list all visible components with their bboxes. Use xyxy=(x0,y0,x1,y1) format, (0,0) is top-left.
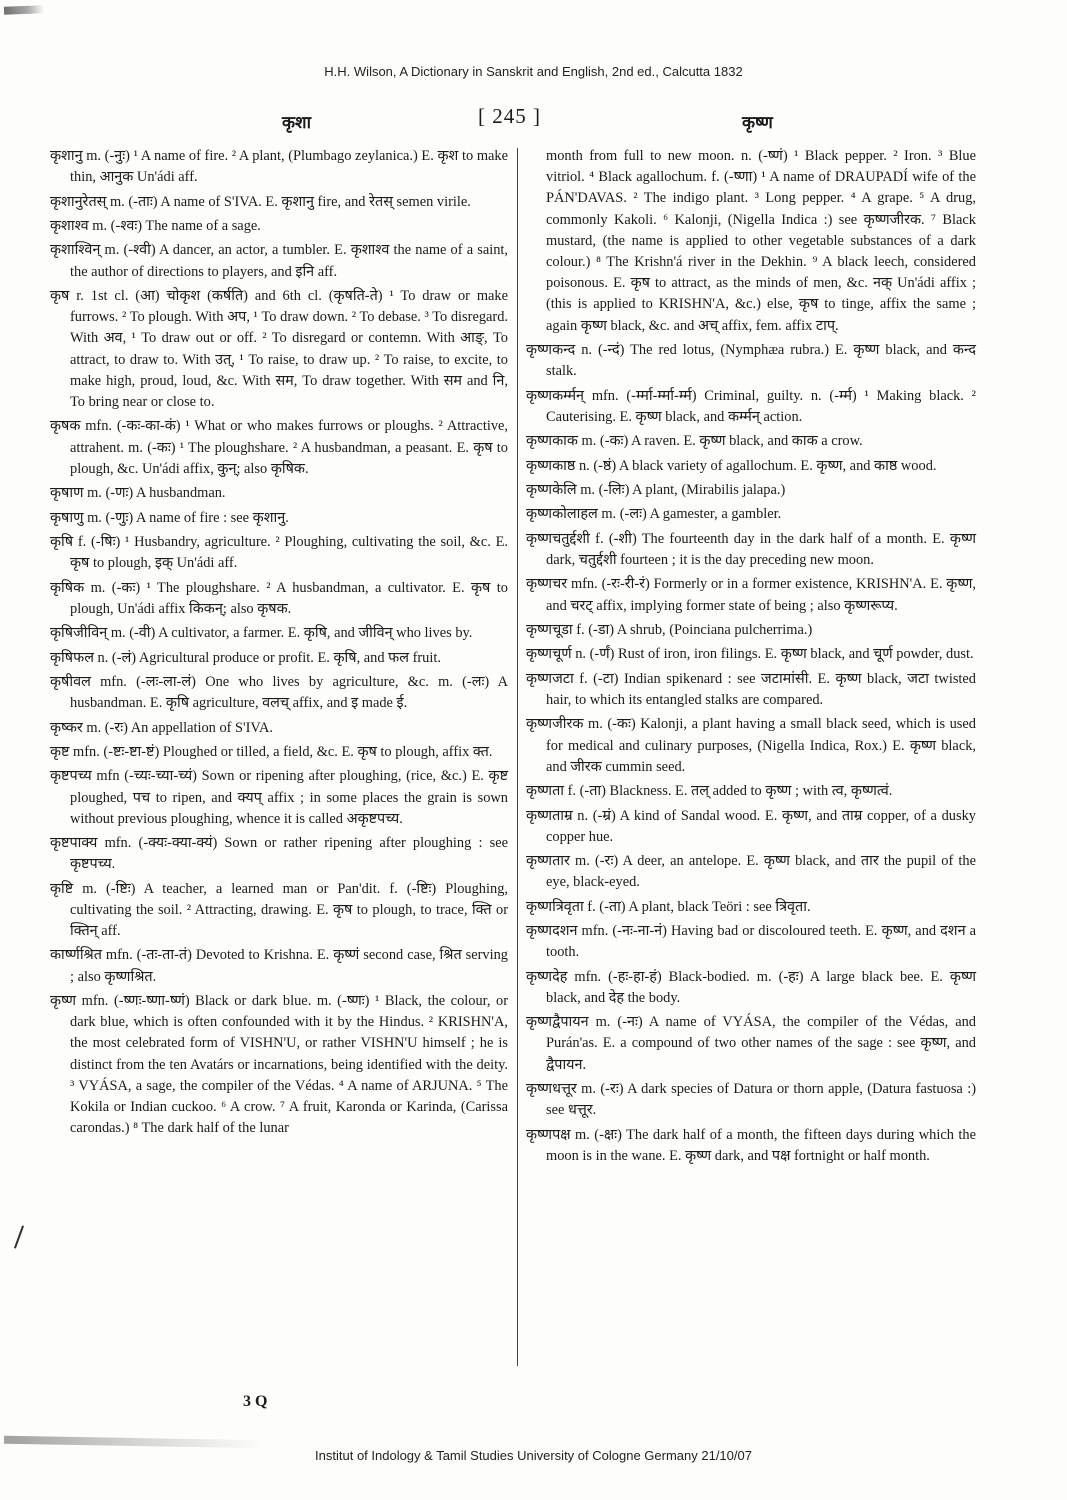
dictionary-entry: कृष्टि m. (-ष्टिः) A teacher, a learned man or Pan'dit. f. (-ष्टिः) Ploughing, cultivating the soil. ² Attracting, drawing. E. कृष to plough, to trace, क्ति or क्तिन् aff. xyxy=(50,880,508,940)
dictionary-entry-continued: month from full to new moon. n. (-ष्णं) ¹ Black pepper. ² Iron. ³ Blue vitriol. ⁴ Black agallochum. f. (-ष्णा) ¹ A name of DRAUPADÍ wife of the PÁN'DAVAS. ² The indigo plant. ³ Long pepper. ⁴ A grape. ⁵ A drug, commonly Kakoli. ⁶ Kalonji, (Nigella Indica :) see कृष्णजीरक. ⁷ Black mustard, (the name is applied to other vegetable substances of a dark colour.) ⁸ The Krishn'á river in the Dekhin. ⁹ A black leech, considered poisonous. E. कृष to attract, as the minds of men, &c. नक् Un'ádi affix ; (this is applied to KRISHN'A, &c.) else, कृष to tinge, affix the same ; again कृष्ण black, &c. and अच् affix, fem. affix टाप्. xyxy=(546,148,976,334)
dictionary-entry: कृषाणु m. (-णुः) A name of fire : see कृशानु. xyxy=(50,509,289,526)
scan-streak xyxy=(4,1436,264,1449)
dictionary-entry: कृषिजीविन् m. (-वी) A cultivator, a farmer. E. कृषि, and जीविन् who lives by. xyxy=(50,625,473,642)
dictionary-entry: कृष्णचूडा f. (-डा) A shrub, (Poinciana pulcherrima.) xyxy=(526,621,813,638)
dictionary-entry: कृष्णद्वैपायन m. (-नः) A name of VYÁSA, the compiler of the Védas, and Purán'as. E. a compound of two other names of the sage : see कृष्ण, and द्वैपायन. xyxy=(526,1014,976,1073)
dictionary-entry: कृष्णकर्म्मन् mfn. (-र्म्मा-र्म्मा-र्म्म) Criminal, guilty. n. (-र्म्म) ¹ Making black. ² Cauterising. E. कृष्ण black, and कर्म्मन् action. xyxy=(526,387,976,425)
dictionary-entry: कृष्णचूर्ण n. (-र्णं) Rust of iron, iron filings. E. कृष्ण black, and चूर्ण powder, dust. xyxy=(526,646,974,663)
dictionary-entry: कृषीवल mfn. (-लः-ला-लं) One who lives by agriculture, &c. m. (-लः) A husbandman. E. कृषि agriculture, वलच् affix, and इ made ई. xyxy=(50,673,508,712)
dictionary-entry: कृष्णकेलि m. (-लिः) A plant, (Mirabilis jalapa.) xyxy=(526,481,786,498)
dictionary-entry: कृष्णजटा f. (-टा) Indian spikenard : see जटामांसी. E. कृष्ण black, जटा twisted hair, to which its entangled stalks are compared. xyxy=(526,670,976,708)
dictionary-entry: कृष्णकाक m. (-कः) A raven. E. कृष्ण black, and काक a crow. xyxy=(526,433,863,450)
left-column xyxy=(50,146,508,1143)
dictionary-entry: कृष r. 1st cl. (आ) चोकृश (कर्षति) and 6th cl. (कृषति-ते) ¹ To draw or make furrows. ² To plough. With अप, ¹ To draw down. ² To debase. ³ To disregard. With अव, ¹ To draw out or off. ² To disregard or contemn. With आङ्, To attract, to draw to. With उत्, ¹ To raise, to draw up. ² To raise, to excite, to make high, proud, loud, &c. With सम, To draw together. With सम and नि, To bring near or close to. xyxy=(50,287,508,410)
dictionary-entry: कृष्णकन्द n. (-न्दं) The red lotus, (Nymphæa rubra.) E. कृष्ण black, and कन्द stalk. xyxy=(526,342,976,380)
dictionary-entry: कृशानु m. (-नुः) ¹ A name of fire. ² A plant, (Plumbago zeylanica.) E. कृश to make thin, आनुक Un'ádi aff. xyxy=(50,148,508,186)
dictionary-entry: कृषाण m. (-णः) A husbandman. xyxy=(50,485,226,502)
dictionary-entry: कृषिफल n. (-लं) Agricultural produce or profit. E. कृषि, and फल fruit. xyxy=(50,649,441,666)
dictionary-entry: कृशाश्व m. (-श्वः) The name of a sage. xyxy=(50,217,261,234)
page-number: [ 245 ] xyxy=(478,104,541,128)
dictionary-entry: कृष्टपच्य mfn (-च्यः-च्या-च्यं) Sown or ripening after ploughing, (rice, &c.) E. कृष्ट ploughed, पच to ripen, and क्यप् affix ; in some places the grain is sown without previous ploughing, whence it is called अकृष्टपच्य. xyxy=(50,768,508,827)
column-divider xyxy=(517,148,518,1366)
dictionary-entry: कृष्णताम्र n. (-म्रं) A kind of Sandal wood. E. कृष्ण, and ताम्र copper, of a dusky copper hue. xyxy=(526,807,976,845)
dictionary-entry: कृष्णचतुर्द्दशी f. (-शी) The fourteenth day in the dark half of a month. E. कृष्ण dark, चतुर्द्दशी fourteen ; it is the day preceding new moon. xyxy=(526,530,976,568)
dictionary-entry: कृष्णदेह mfn. (-हः-हा-हं) Black-bodied. m. (-हः) A large black bee. E. कृष्ण black, and देह the body. xyxy=(526,968,976,1006)
dictionary-entry: कृष्णकाष्ठ n. (-ष्ठं) A black variety of agallochum. E. कृष्ण, and काष्ठ wood. xyxy=(526,457,937,474)
source-header: H.H. Wilson, A Dictionary in Sanskrit and English, 2nd ed., Calcutta 1832 xyxy=(324,64,743,79)
dictionary-entry: कृष्णपक्ष m. (-क्षः) The dark half of a month, the fifteen days during which the moon is in the wane. E. कृष्ण dark, and पक्ष fortnight or half month. xyxy=(526,1126,976,1164)
dictionary-entry: कृशानुरेतस् m. (-ताः) A name of S'IVA. E. कृशानु fire, and रेतस् semen virile. xyxy=(50,193,471,210)
margin-pencil-mark xyxy=(14,1225,24,1248)
dictionary-entry: कृषक mfn. (-कः-का-कं) ¹ What or who makes furrows or ploughs. ² Attractive, attrahent. m. (-कः) ¹ The ploughshare. ² A husbandman, a peasant. E. कृष to plough, &c. Un'ádi affix, कुन्; also कृषिक. xyxy=(50,418,508,477)
dictionary-entry: कृष्ट mfn. (-ष्टः-ष्टा-ष्टं) Ploughed or tilled, a field, &c. E. कृष to plough, affix क्त. xyxy=(50,743,493,760)
dictionary-entry: कृष्णता f. (-ता) Blackness. E. तल् added to कृष्ण ; with त्व, कृष्णत्वं. xyxy=(526,783,893,800)
dictionary-entry: कृषि f. (-षिः) ¹ Husbandry, agriculture. ² Ploughing, cultivating the soil, &c. E. कृष to plough, इक् Un'ádi aff. xyxy=(50,533,508,572)
dictionary-entry: कार्ष्णश्रित mfn. (-तः-ता-तं) Devoted to Krishna. E. कृष्णं second case, श्रित serving ; also कृष्णश्रित. xyxy=(50,947,508,985)
running-head-left: कृशा xyxy=(282,113,312,132)
signature-mark: 3 Q xyxy=(243,1393,268,1410)
scan-corner-mark xyxy=(4,5,44,14)
dictionary-entry: कृष्णतार m. (-रः) A deer, an antelope. E. कृष्ण black, and तार the pupil of the eye, black-eyed. xyxy=(526,853,976,891)
dictionary-entry: कृष्कर m. (-रः) An appellation of S'IVA. xyxy=(50,719,273,736)
dictionary-entry: कृशाश्विन् m. (-श्वी) A dancer, an actor, a tumbler. E. कृशाश्व the name of a saint, the author of directions to players, and इनि aff. xyxy=(50,242,508,280)
dictionary-entry: कृष्णधत्तूर m. (-रः) A dark species of Datura or thorn apple, (Datura fastuosa :) see धत्तूर. xyxy=(526,1081,976,1119)
dictionary-entry: कृष्णजीरक m. (-कः) Kalonji, a plant having a small black seed, which is used for medical and culinary purposes, (Nigella Indica, Rox.) E. कृष्ण black, and जीरक cummin seed. xyxy=(526,716,976,775)
dictionary-entry: कृष्णकोलाहल m. (-लः) A gamester, a gambler. xyxy=(526,506,782,523)
source-footer: Institut of Indology & Tamil Studies University of Cologne Germany 21/10/07 xyxy=(315,1448,752,1463)
dictionary-entry: कृषिक m. (-कः) ¹ The ploughshare. ² A husbandman, a cultivator. E. कृष to plough, Un'ádi affix किकन्; also कृषक. xyxy=(50,579,508,617)
running-head-right: कृष्ण xyxy=(742,113,773,132)
dictionary-entry: कृष्ण mfn. (-ष्णः-ष्णा-ष्णं) Black or dark blue. m. (-ष्णः) ¹ Black, the colour, or dark blue, which is often confounded with it by the Hindus. ² KRISHN'A, the most celebrated form of VISHN'U, or rather VISHN'U himself ; he is distinct from the ten Avatárs or incarnations, being identified with the deity. ³ VYÁSA, a sage, the compiler of the Védas. ⁴ A name of ARJUNA. ⁵ The Kokila or Indian cuckoo. ⁶ A crow. ⁷ A fruit, Karonda or Karinda, (Carissa carondas.) ⁸ The dark half of the lunar xyxy=(50,993,508,1137)
dictionary-entry: कृष्णत्रिवृता f. (-ता) A plant, black Teöri : see त्रिवृता. xyxy=(526,898,811,915)
right-column xyxy=(526,146,976,1170)
dictionary-entry: कृष्टपाक्य mfn. (-क्यः-क्या-क्यं) Sown or rather ripening after ploughing : see कृष्टपच्य. xyxy=(50,835,508,873)
dictionary-entry: कृष्णचर mfn. (-रः-री-रं) Formerly or in a former existence, KRISHN'A. E. कृष्ण, and चरट् affix, implying former state of being ; also कृष्णरूप्य. xyxy=(526,576,976,614)
dictionary-entry: कृष्णदशन mfn. (-नः-ना-नं) Having bad or discoloured teeth. E. कृष्ण, and दशन a tooth. xyxy=(526,923,976,961)
